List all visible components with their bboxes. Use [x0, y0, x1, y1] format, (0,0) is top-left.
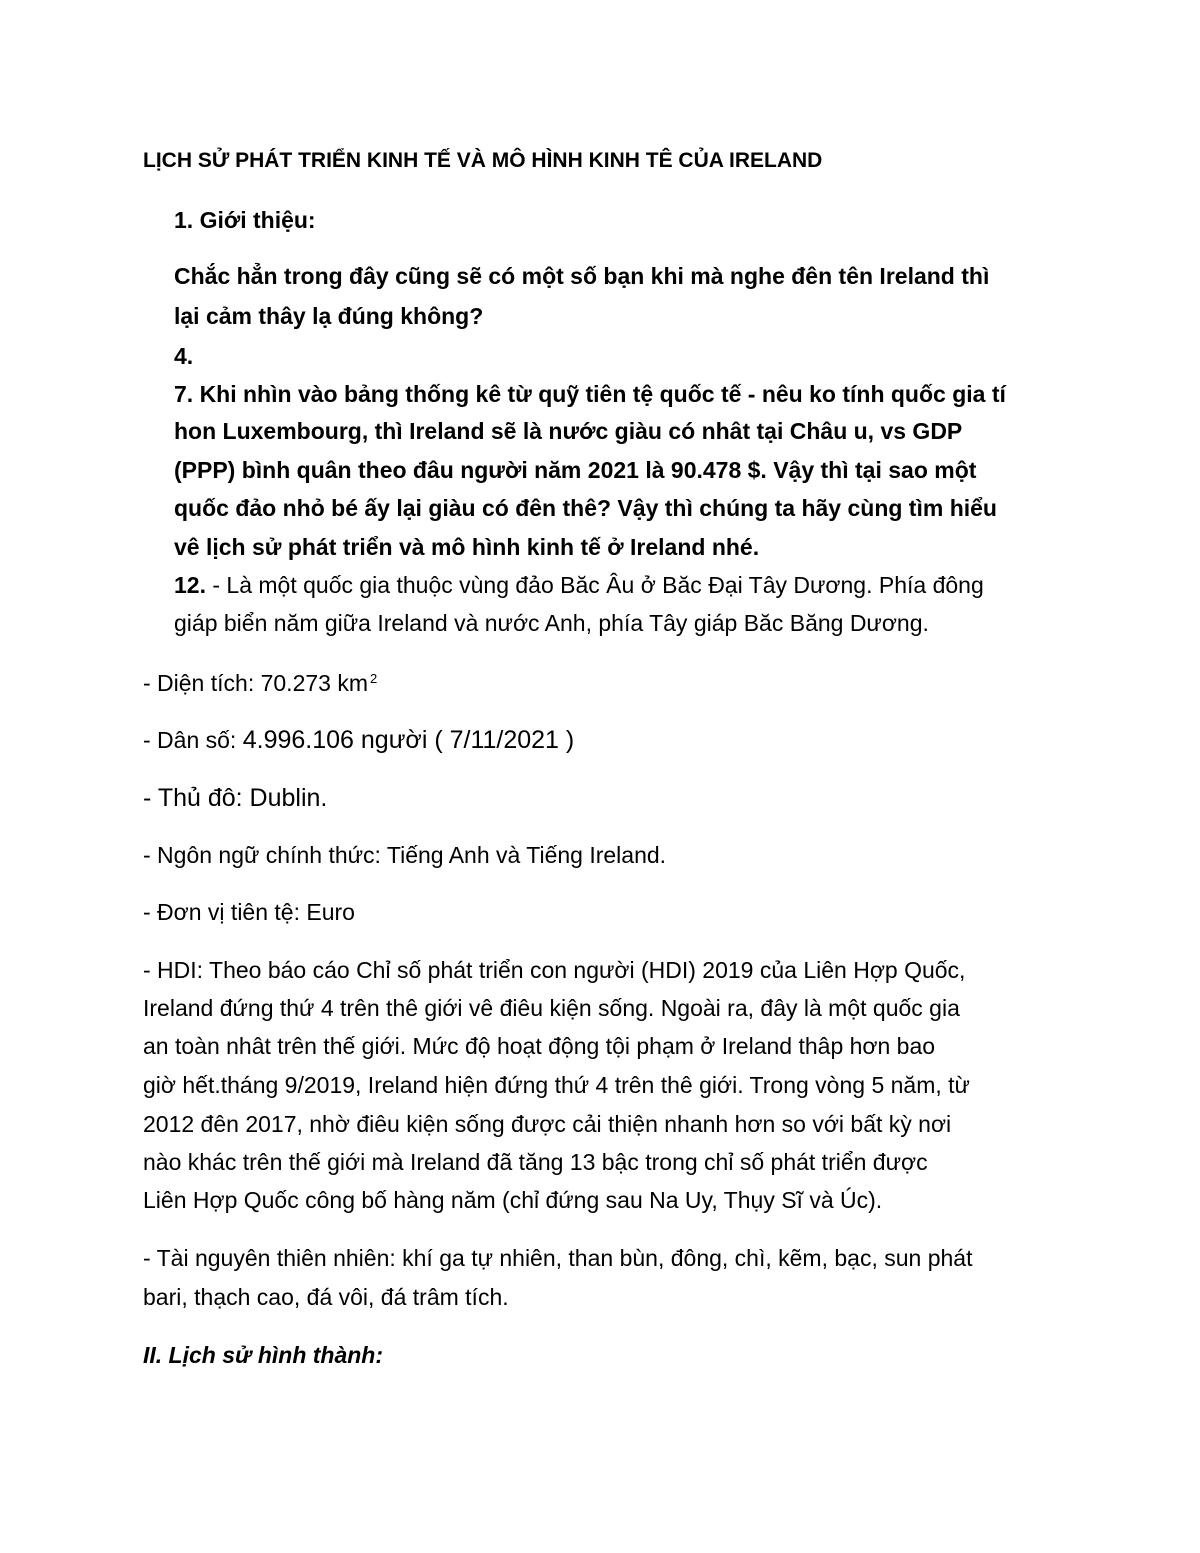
- paragraph-12-line-1: [174, 570, 984, 600]
- hdi-line-2: Ireland đứng thứ 4 trên thê giới vê điêu kiện sống. Ngoài ra, đây là một quốc gia: [143, 995, 960, 1021]
- paragraph-7-line-5: vê lịch sử phát triển và mô hình kinh tế ở Ireland nhé.: [174, 534, 760, 560]
- fact-capital: - Thủ đô: Dublin.: [143, 784, 328, 812]
- hdi-line-5: 2012 đên 2017, nhờ điêu kiện sống được cải thiện nhanh hơn so với bất kỳ nơi: [143, 1111, 952, 1137]
- list-marker-4: 4.: [174, 343, 194, 369]
- intro-line-1: Chắc hẳn trong đây cũng sẽ có một số bạn khi mà nghe đên tên Ireland thì: [174, 263, 990, 289]
- document-title: LỊCH SỬ PHÁT TRIỂN KINH TẾ VÀ MÔ HÌNH KINH TÊ CỦA IRELAND: [143, 149, 823, 172]
- paragraph-7-line-2: hon Luxembourg, thì Ireland sẽ là nước giàu có nhât tại Châu u, vs GDP: [174, 418, 963, 444]
- fact-population: [143, 725, 574, 755]
- list-marker-12: 12.: [174, 572, 206, 598]
- paragraph-7-line-3: (PPP) bình quân theo đâu người năm 2021 là 90.478 $. Vậy thì tại sao một: [174, 457, 977, 483]
- paragraph-12-text: - Là một quốc gia thuộc vùng đảo Băc Âu ở Băc Đại Tây Dương. Phía đông: [205, 572, 984, 598]
- paragraph-7-line-1: 7. Khi nhìn vào bảng thống kê từ quỹ tiên tệ quốc tế - nêu ko tính quốc gia tí: [174, 381, 1006, 407]
- hdi-line-7: Liên Hợp Quốc công bố hàng năm (chỉ đứng sau Na Uy, Thụy Sĩ và Úc).: [143, 1187, 883, 1213]
- resources-line-1: - Tài nguyên thiên nhiên: khí ga tự nhiên, than bùn, đông, chì, kẽm, bạc, sun phát: [143, 1245, 973, 1271]
- hdi-line-3: an toàn nhât trên thế giới. Mức độ hoạt động tội phạm ở Ireland thâp hơn bao: [143, 1033, 936, 1059]
- resources-line-2: bari, thạch cao, đá vôi, đá trâm tích.: [143, 1284, 509, 1310]
- fact-population-label: - Dân số:: [143, 727, 243, 753]
- section-heading-history: II. Lịch sử hình thành:: [143, 1342, 384, 1368]
- hdi-line-1: - HDI: Theo báo cáo Chỉ số phát triển con người (HDI) 2019 của Liên Hợp Quốc,: [143, 957, 966, 983]
- paragraph-12-line-2: giáp biển năm giữa Ireland và nước Anh, phía Tây giáp Băc Băng Dương.: [174, 610, 929, 636]
- paragraph-7-line-4: quốc đảo nhỏ bé ấy lại giàu có đên thê? Vậy thì chúng ta hãy cùng tìm hiểu: [174, 495, 997, 521]
- hdi-line-6: nào khác trên thế giới mà Ireland đã tăng 13 bậc trong chỉ số phát triển được: [143, 1149, 928, 1175]
- intro-line-2: lại cảm thây lạ đúng không?: [174, 303, 484, 329]
- fact-currency: - Đơn vị tiên tệ: Euro: [143, 899, 355, 925]
- section-heading-intro: 1. Giới thiệu:: [174, 207, 316, 233]
- fact-area-superscript: 2: [370, 671, 378, 686]
- fact-population-value: 4.996.106 người ( 7/11/2021 ): [242, 726, 575, 754]
- fact-area: [143, 668, 377, 698]
- hdi-line-4: giờ hết.tháng 9/2019, Ireland hiện đứng thứ 4 trên thê giới. Trong vòng 5 năm, từ: [143, 1072, 970, 1098]
- fact-language: - Ngôn ngữ chính thức: Tiếng Anh và Tiếng Ireland.: [143, 842, 667, 868]
- fact-area-text: - Diện tích: 70.273 km: [143, 670, 368, 696]
